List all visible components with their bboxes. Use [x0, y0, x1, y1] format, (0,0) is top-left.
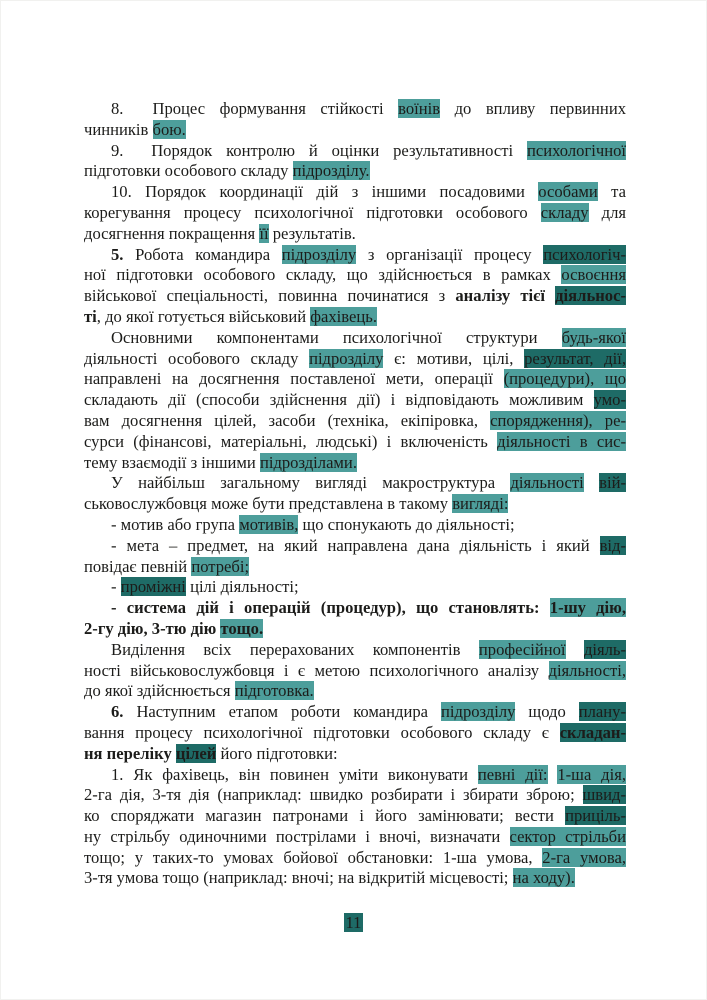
text-segment: ня переліку	[84, 743, 176, 763]
text-segment: 6.	[111, 702, 124, 722]
highlighted-text: освоєння	[561, 265, 626, 285]
page-number-container	[0, 913, 707, 933]
highlighted-text: діяльності	[510, 473, 584, 493]
highlighted-text: фахівець.	[310, 306, 377, 326]
highlighted-text: складу	[540, 202, 589, 222]
text-segment: тему взаємодії з іншими	[84, 452, 260, 472]
highlighted-text: мотивів,	[239, 514, 299, 534]
text-line	[84, 390, 626, 411]
text-segment: 3-тя умова тощо (наприклад: вночі; на відкритій місцевості;	[84, 868, 513, 888]
text-segment: до впливу первинних	[440, 99, 626, 118]
text-segment: 2-га дія, 3-тя дія (наприклад: швидко розбирати і збирати зброю;	[84, 785, 583, 805]
text-segment: , до якої готується військовий	[96, 306, 311, 326]
highlighted-text: діяль-	[583, 639, 626, 659]
highlighted-text: діяльності в сис-	[497, 431, 627, 451]
text-line	[84, 765, 626, 786]
highlighted-text: будь-якої	[561, 327, 626, 347]
text-line	[84, 286, 626, 307]
highlighted-text: тощо.	[220, 618, 264, 638]
text-line	[84, 640, 626, 661]
text-line	[84, 328, 626, 349]
text-line	[84, 99, 626, 120]
text-segment: Виділення всіх перерахованих компонентів	[111, 639, 479, 659]
highlighted-text: підрозділу.	[292, 161, 370, 181]
highlighted-text: психологічної	[527, 140, 626, 160]
highlighted-text: приціль-	[565, 806, 626, 826]
text-line	[84, 494, 626, 515]
highlighted-text: підрозділу	[441, 702, 516, 722]
text-line	[84, 827, 626, 848]
text-line	[84, 265, 626, 286]
text-segment: 8. Процес формування стійкості	[111, 99, 399, 118]
text-line	[84, 577, 626, 598]
text-segment	[548, 765, 558, 784]
highlighted-text: бою.	[152, 119, 186, 139]
text-line	[84, 224, 626, 245]
highlighted-text: швид-	[582, 785, 626, 805]
page-number: 11	[345, 913, 362, 932]
text-line	[84, 473, 626, 494]
text-segment: ті	[84, 306, 97, 326]
highlighted-text: певні дії:	[477, 764, 548, 784]
text-line	[84, 806, 626, 827]
highlighted-text: цілей	[175, 743, 217, 763]
text-segment: його підготовки:	[216, 743, 338, 763]
highlighted-text: підрозділами.	[259, 452, 357, 472]
text-segment: підготовки особового складу	[84, 161, 293, 181]
text-segment: 5.	[111, 244, 124, 264]
text-line	[84, 245, 626, 266]
text-segment: цілі діяльності;	[185, 577, 299, 597]
highlighted-text: від-	[599, 535, 626, 555]
text-line	[84, 411, 626, 432]
text-segment: досягнення покращення	[84, 223, 260, 243]
text-line	[84, 349, 626, 370]
text-segment: щодо	[515, 702, 579, 722]
text-line	[84, 432, 626, 453]
text-line	[84, 536, 626, 557]
highlighted-text: діяльності,	[548, 660, 626, 680]
text-line	[84, 557, 626, 578]
text-segment: ності військовослужбовця і є метою психологічного аналізу	[84, 660, 549, 680]
text-segment: Робота командира	[123, 244, 282, 264]
highlighted-text: 2-га умова,	[542, 847, 626, 867]
highlighted-text: умо-	[593, 390, 626, 410]
text-segment: діяльності особового складу	[84, 348, 310, 368]
text-line	[84, 598, 626, 619]
text-segment: ськовослужбовця може бути представлена в такому	[84, 494, 453, 514]
text-line	[84, 661, 626, 682]
text-line	[84, 141, 626, 162]
highlighted-text: сектор стрільби	[509, 826, 626, 846]
text-segment: -	[111, 577, 121, 597]
text-line	[84, 203, 626, 224]
text-segment: вання процесу психологічної підготовки особового складу є	[84, 722, 560, 742]
text-segment: Наступним етапом роботи командира	[123, 702, 442, 722]
text-segment: - мотив або група	[111, 514, 240, 534]
highlighted-text: потребі;	[191, 556, 250, 576]
text-segment: - мета – предмет, на який направлена дана діяльність і який	[111, 535, 600, 555]
text-line	[84, 307, 626, 328]
highlighted-text: воїнів	[398, 99, 441, 118]
text-line	[84, 868, 626, 889]
text-segment: 10. Порядок координації дій з іншими посадовими	[111, 182, 539, 202]
text-line	[84, 369, 626, 390]
text-line	[84, 681, 626, 702]
text-block	[84, 99, 626, 889]
highlighted-text: спорядження), ре-	[490, 410, 626, 430]
text-segment: військової спеціальності, повинна починатися з	[84, 286, 456, 306]
text-segment: направлені на досягнення поставленої мети, операції	[84, 369, 504, 389]
text-segment: складають дії (способи здійснення дії) і відповідають можливим	[84, 390, 594, 410]
text-segment: для	[588, 202, 626, 222]
text-segment: аналізу тієї	[455, 286, 556, 306]
text-segment: 2-гу дію, 3-тю дію	[84, 618, 221, 638]
highlighted-text: на ходу).	[512, 868, 575, 888]
highlighted-text: професійної	[478, 639, 566, 659]
text-segment: корегування процесу психологічної підготовки особового	[84, 202, 541, 222]
text-segment: чинників	[84, 119, 153, 139]
text-line	[84, 848, 626, 869]
highlighted-text: особами	[538, 182, 598, 202]
highlighted-text: вій-	[599, 473, 626, 493]
text-line	[84, 723, 626, 744]
text-line	[84, 161, 626, 182]
highlighted-text: плану-	[578, 702, 626, 722]
text-segment: до якої здійснюється	[84, 681, 235, 701]
highlighted-text: діяльнос-	[555, 286, 626, 306]
text-segment: ної підготовки особового складу, що здійснюється в рамках	[84, 265, 562, 285]
highlighted-text: психологіч-	[543, 244, 626, 264]
text-segment: та	[597, 182, 626, 202]
text-line	[84, 182, 626, 203]
text-segment: що спонукають до діяльності;	[298, 514, 515, 534]
text-line	[84, 515, 626, 536]
text-line	[84, 120, 626, 141]
text-segment: результатів.	[268, 223, 356, 243]
text-segment: Основними компонентами психологічної структури	[111, 327, 562, 347]
highlighted-text: результат, дії,	[524, 348, 626, 368]
text-segment	[584, 473, 599, 492]
text-line	[84, 744, 626, 765]
text-line	[84, 453, 626, 474]
highlighted-text: проміжні	[120, 577, 186, 597]
text-line	[84, 702, 626, 723]
text-segment	[566, 640, 584, 659]
highlighted-text: підрозділу	[281, 244, 357, 264]
text-segment: з організації процесу	[356, 244, 544, 264]
text-segment: тощо; у таких-то умовах бойової обстановки: 1-ша умова,	[84, 847, 543, 867]
highlighted-text: вигляді:	[452, 494, 509, 514]
text-segment: У найбільш загальному вигляді макроструктура	[111, 473, 511, 493]
highlighted-text: підрозділу	[309, 348, 384, 368]
text-segment: є: мотиви, цілі,	[383, 348, 525, 368]
highlighted-text: складан-	[559, 722, 626, 742]
text-segment: вам досягнення цілей, засоби (техніка, екіпіровка,	[84, 410, 491, 430]
text-segment: ко споряджати магазин патронами і його замінювати; вести	[84, 806, 566, 826]
text-segment: повідає певній	[84, 556, 192, 576]
highlighted-text: (процедури), що	[503, 369, 626, 389]
text-segment: ну стрільбу одиночними пострілами і вночі, визначати	[84, 826, 510, 846]
text-segment: сурси (фінансові, матеріальні, людські) і включеність	[84, 431, 498, 451]
highlighted-text: підготовка.	[234, 681, 314, 701]
highlighted-text: 1-ша дія,	[557, 764, 626, 784]
text-segment: - система дій і операцій (процедур), що становлять:	[111, 598, 550, 618]
highlighted-text: 1-шу дію,	[549, 598, 626, 618]
text-segment: 1. Як фахівець, він повинен уміти виконувати	[111, 764, 478, 784]
text-line	[84, 785, 626, 806]
text-line	[84, 619, 626, 640]
highlighted-text: її	[259, 223, 269, 243]
text-segment: 9. Порядок контролю й оцінки результативності	[111, 140, 527, 160]
